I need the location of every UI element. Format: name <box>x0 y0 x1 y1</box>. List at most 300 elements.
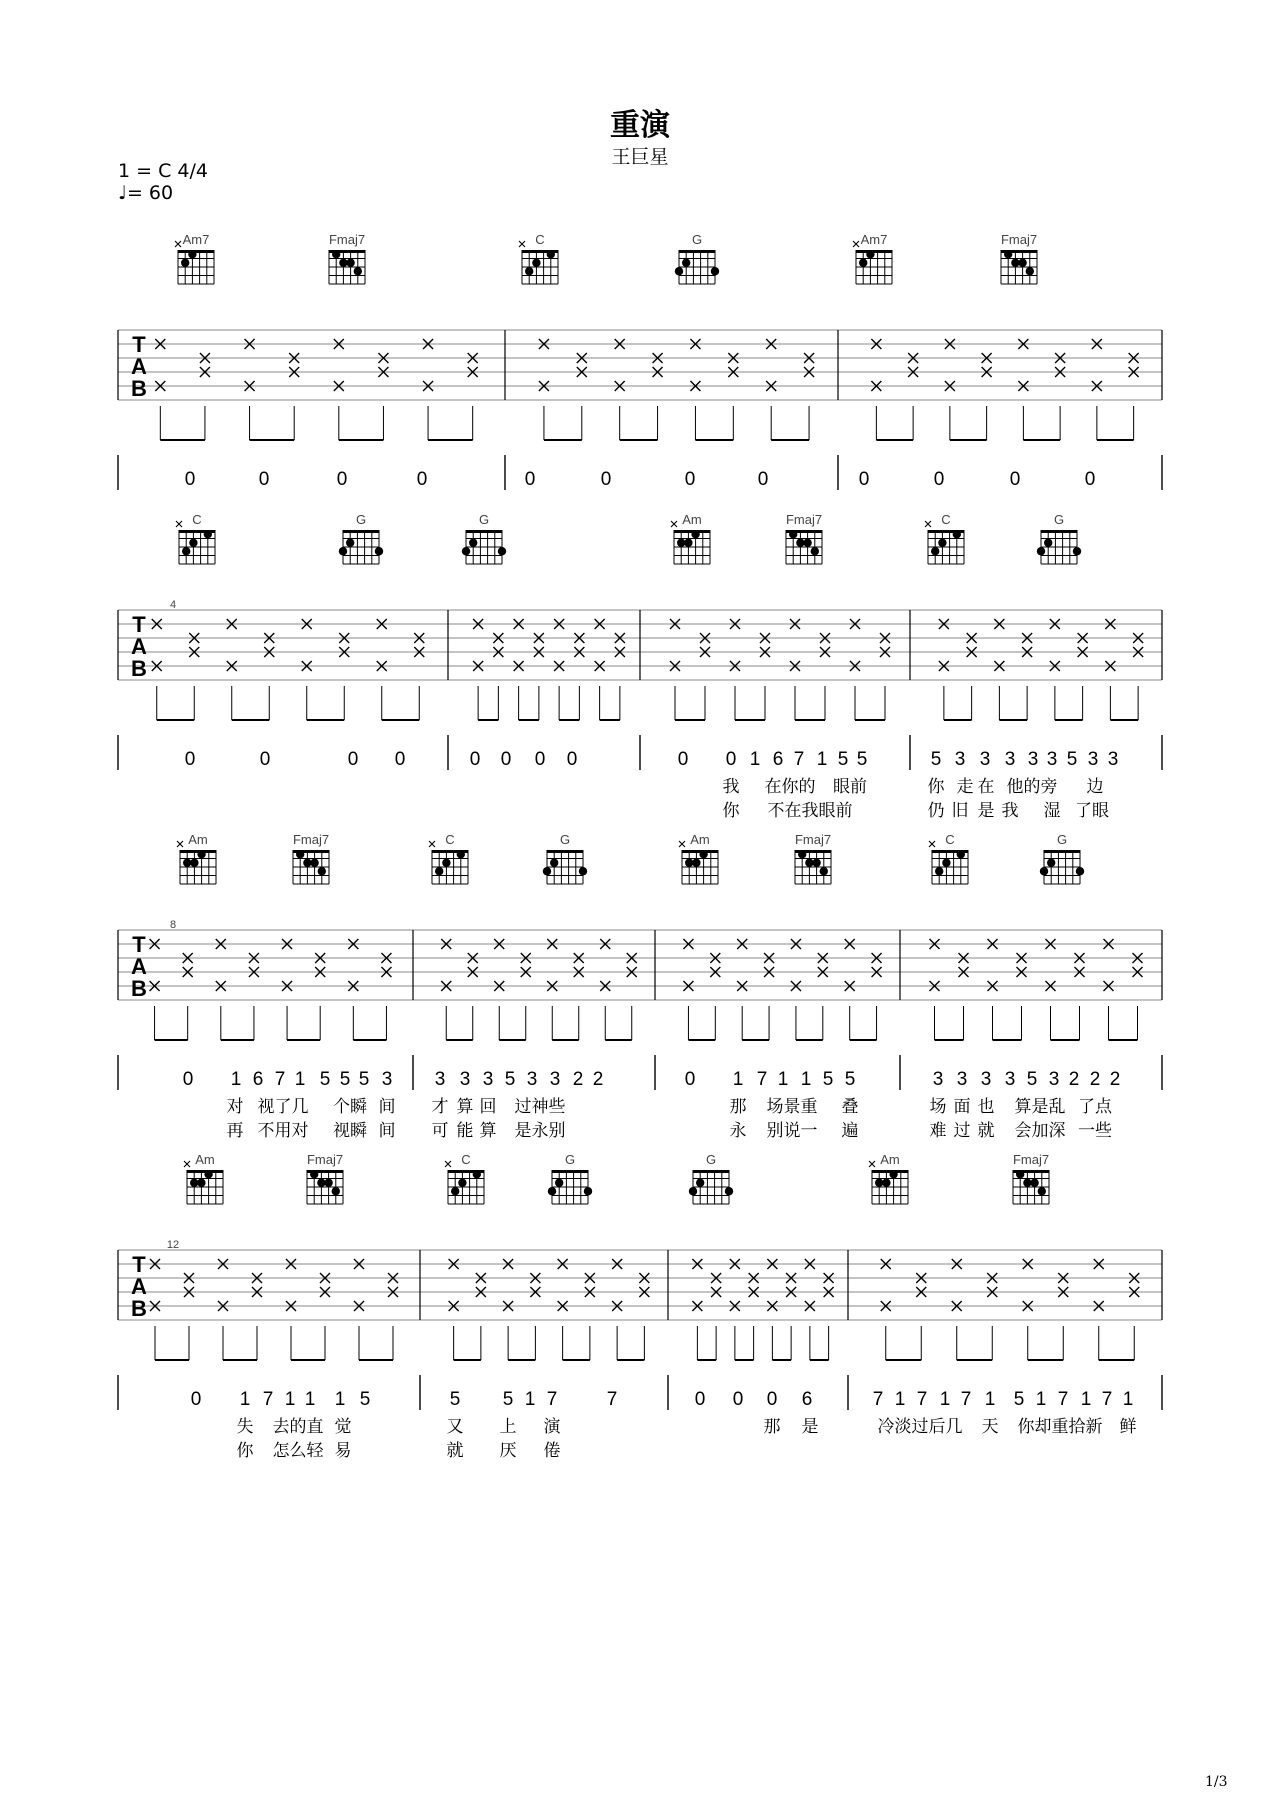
chord-dot <box>346 259 354 267</box>
jianpu-note: 0 <box>190 1389 202 1410</box>
chord-diagram <box>929 832 968 884</box>
chord-dot <box>1023 1179 1031 1187</box>
chord-dot <box>1047 859 1055 867</box>
chord-dot <box>789 530 797 538</box>
chord-nut <box>547 850 583 853</box>
chord-diagram <box>671 512 710 564</box>
jianpu-note: 1 <box>816 749 828 770</box>
lyric-line-2: 倦 <box>543 1441 561 1460</box>
jianpu-note: 1 <box>777 1069 789 1090</box>
chord-dot <box>532 259 540 267</box>
chord-dot <box>935 867 943 875</box>
chord-dot <box>498 547 506 555</box>
jianpu-note: 0 <box>694 1389 706 1410</box>
lyric-line-1: 失 <box>236 1417 254 1436</box>
jianpu-note: 1 <box>334 1389 346 1410</box>
chord-diagram <box>925 512 964 564</box>
chord-diagram <box>307 1152 343 1204</box>
lyric-line-2: 我 <box>1001 801 1019 820</box>
jianpu-note: 0 <box>684 1069 696 1090</box>
chord-dot <box>957 850 965 858</box>
lyric-line-2: 别说一 <box>766 1121 818 1140</box>
jianpu-note: 5 <box>930 749 942 770</box>
jianpu-note: 3 <box>434 1069 446 1090</box>
measure-number: 12 <box>166 1239 180 1251</box>
lyric-line-2: 易 <box>334 1441 352 1460</box>
jianpu-note: 1 <box>984 1389 996 1410</box>
chord-dot <box>1038 1187 1046 1195</box>
chord-name: Fmaj7 <box>785 512 823 527</box>
chord-name: Fmaj7 <box>1000 232 1038 247</box>
jianpu-note: 5 <box>1026 1069 1038 1090</box>
chord-name: G <box>564 1152 576 1167</box>
chord-name: G <box>355 512 367 527</box>
chord-mute-mark <box>853 241 859 247</box>
tab-clef-letter: T <box>132 932 146 957</box>
chord-diagram <box>184 1152 223 1204</box>
chord-mute-mark <box>869 1161 875 1167</box>
jianpu-note: 5 <box>359 1389 371 1410</box>
jianpu-note: 3 <box>526 1069 538 1090</box>
jianpu-note: 7 <box>793 749 805 770</box>
chord-dot <box>866 250 874 258</box>
chord-name: Am <box>195 1152 215 1167</box>
chord-nut <box>1044 850 1080 853</box>
chord-dot <box>1018 259 1026 267</box>
system-3 <box>118 832 1162 1140</box>
jianpu-note: 0 <box>347 749 359 770</box>
chord-diagram <box>1040 832 1084 884</box>
chord-dot <box>711 267 719 275</box>
lyric-line-2: 可 <box>431 1121 449 1140</box>
chord-name: G <box>478 512 490 527</box>
chord-dot <box>183 859 191 867</box>
chord-dot <box>339 259 347 267</box>
tab-clef-letter: A <box>131 354 147 379</box>
jianpu-note: 0 <box>259 749 271 770</box>
lyric-line-1: 场景重 <box>766 1097 818 1116</box>
chord-diagram <box>869 1152 908 1204</box>
chord-dot <box>469 539 477 547</box>
chord-dot <box>204 1170 212 1178</box>
jianpu-note: 0 <box>732 1389 744 1410</box>
chord-dot <box>1011 259 1019 267</box>
jianpu-note: 1 <box>939 1389 951 1410</box>
chord-dot <box>548 1187 556 1195</box>
jianpu-note: 0 <box>677 749 689 770</box>
chord-name: G <box>559 832 571 847</box>
chord-dot <box>812 859 820 867</box>
jianpu-note: 0 <box>1084 469 1096 490</box>
lyric-line-1: 面 <box>953 1097 971 1116</box>
jianpu-note: 0 <box>684 469 696 490</box>
jianpu-note: 0 <box>933 469 945 490</box>
chord-diagram <box>1037 512 1081 564</box>
chord-dot <box>677 539 685 547</box>
lyric-line-1: 又 <box>446 1417 464 1436</box>
lyric-line-2: 是 <box>977 801 995 820</box>
jianpu-note: 1 <box>749 749 761 770</box>
jianpu-note: 5 <box>856 749 868 770</box>
jianpu-note: 1 <box>732 1069 744 1090</box>
jianpu-note: 0 <box>184 469 196 490</box>
chord-dot <box>1004 250 1012 258</box>
lyric-line-2: 是永别 <box>514 1121 566 1140</box>
lyric-line-1: 是 <box>801 1417 819 1436</box>
chord-dot <box>579 867 587 875</box>
chord-dot <box>691 530 699 538</box>
tab-clef-letter: B <box>131 1296 147 1321</box>
chord-dot <box>181 259 189 267</box>
lyric-line-1: 才 <box>431 1097 449 1116</box>
jianpu-note: 0 <box>600 469 612 490</box>
jianpu-note: 5 <box>358 1069 370 1090</box>
lyric-line-1: 对 <box>226 1097 244 1116</box>
chord-dot <box>547 250 555 258</box>
chord-name: C <box>941 512 951 527</box>
lyric-line-1: 间 <box>378 1097 396 1116</box>
chord-dot <box>859 259 867 267</box>
chord-dot <box>1016 1170 1024 1178</box>
chord-nut <box>343 530 379 533</box>
measure-number: 8 <box>169 919 177 931</box>
chord-dot <box>689 1187 697 1195</box>
jianpu-note: 7 <box>1101 1389 1113 1410</box>
lyric-line-1: 他的旁 <box>1006 777 1058 796</box>
chord-dot <box>346 539 354 547</box>
chord-dot <box>182 547 190 555</box>
lyric-line-2: 难 <box>929 1121 947 1140</box>
chord-dot <box>375 547 383 555</box>
jianpu-note: 7 <box>262 1389 274 1410</box>
chord-nut <box>693 1170 729 1173</box>
chord-dot <box>451 1187 459 1195</box>
lyric-line-1: 我 <box>722 777 740 796</box>
chord-dot <box>555 1179 563 1187</box>
lyric-line-1: 那 <box>763 1417 781 1436</box>
jianpu-note: 0 <box>258 469 270 490</box>
jianpu-note: 3 <box>1087 749 1099 770</box>
jianpu-note: 5 <box>844 1069 856 1090</box>
chord-dot <box>803 539 811 547</box>
chord-dot <box>189 539 197 547</box>
jianpu-note: 0 <box>757 469 769 490</box>
jianpu-note: 0 <box>1009 469 1021 490</box>
jianpu-note: 0 <box>184 749 196 770</box>
lyric-line-1: 过神些 <box>514 1097 566 1116</box>
chord-dot <box>550 859 558 867</box>
chord-mute-mark <box>429 841 435 847</box>
chord-diagram <box>786 512 822 564</box>
jianpu-note: 0 <box>394 749 406 770</box>
chord-mute-mark <box>445 1161 451 1167</box>
jianpu-note: 0 <box>469 749 481 770</box>
lyric-line-1: 场 <box>929 1097 947 1116</box>
chord-mute-mark <box>177 841 183 847</box>
jianpu-note: 7 <box>606 1389 618 1410</box>
chord-diagram <box>293 832 329 884</box>
chord-name: C <box>461 1152 471 1167</box>
tab-clef-letter: B <box>131 976 147 1001</box>
chord-name: Am <box>682 512 702 527</box>
jianpu-note: 1 <box>524 1389 536 1410</box>
chord-dot <box>318 867 326 875</box>
chord-name: Am <box>690 832 710 847</box>
lyric-line-1: 觉 <box>334 1417 352 1436</box>
chord-name: Am7 <box>182 232 210 247</box>
lyric-line-1: 在 <box>977 777 995 796</box>
chord-name: Fmaj7 <box>306 1152 344 1167</box>
chord-diagram <box>445 1152 484 1204</box>
jianpu-note: 3 <box>1004 1069 1016 1090</box>
jianpu-note: 5 <box>1066 749 1078 770</box>
lyric-line-1: 算是乱 <box>1014 1097 1066 1116</box>
chord-diagram <box>175 232 214 284</box>
jianpu-note: 0 <box>500 749 512 770</box>
chord-mute-mark <box>175 241 181 247</box>
chord-dot <box>543 867 551 875</box>
chord-diagram <box>675 232 719 284</box>
chord-name: Am <box>188 832 208 847</box>
chord-diagram <box>429 832 468 884</box>
lyric-line-1: 叠 <box>841 1097 859 1116</box>
chord-dot <box>473 1170 481 1178</box>
lyric-line-1: 个瞬 <box>333 1097 367 1116</box>
chord-dot <box>310 859 318 867</box>
lyric-line-1: 在你的 <box>764 777 816 796</box>
jianpu-note: 0 <box>534 749 546 770</box>
chord-dot <box>354 267 362 275</box>
chord-dot <box>1073 547 1081 555</box>
chord-diagram <box>519 232 558 284</box>
tab-clef-letter: T <box>132 1252 146 1277</box>
lyric-line-2: 湿 <box>1043 801 1061 820</box>
chord-name: C <box>535 232 545 247</box>
lyric-line-2: 厌 <box>499 1441 517 1460</box>
jianpu-note: 1 <box>800 1069 812 1090</box>
jianpu-note: 1 <box>304 1389 316 1410</box>
jianpu-note: 0 <box>766 1389 778 1410</box>
jianpu-note: 5 <box>502 1389 514 1410</box>
lyric-line-1: 天 <box>981 1417 999 1436</box>
chord-dot <box>190 859 198 867</box>
jianpu-note: 3 <box>979 749 991 770</box>
jianpu-note: 7 <box>756 1069 768 1090</box>
chord-name: G <box>705 1152 717 1167</box>
lyric-line-1: 那 <box>729 1097 747 1116</box>
song-title: 重演 <box>610 108 670 143</box>
jianpu-note: 2 <box>572 1069 584 1090</box>
jianpu-note: 7 <box>916 1389 928 1410</box>
chord-diagram <box>543 832 587 884</box>
jianpu-note: 3 <box>932 1069 944 1090</box>
jianpu-note: 5 <box>822 1069 834 1090</box>
lyric-line-1: 你 <box>927 777 945 796</box>
jianpu-note: 0 <box>336 469 348 490</box>
chord-dot <box>1026 267 1034 275</box>
jianpu-note: 3 <box>1046 749 1058 770</box>
lyric-line-1: 去的直 <box>272 1417 324 1436</box>
chord-nut <box>552 1170 588 1173</box>
lyric-line-1: 算 <box>456 1097 474 1116</box>
chord-dot <box>938 539 946 547</box>
jianpu-note: 3 <box>381 1069 393 1090</box>
jianpu-note: 6 <box>772 749 784 770</box>
chord-name: C <box>192 512 202 527</box>
chord-dot <box>682 259 690 267</box>
chord-diagram <box>853 232 892 284</box>
jianpu-note: 3 <box>954 749 966 770</box>
tempo-marking: ♩= 60 <box>118 182 174 204</box>
chord-dot <box>442 859 450 867</box>
jianpu-note: 5 <box>449 1389 461 1410</box>
jianpu-note: 5 <box>837 749 849 770</box>
chord-name: G <box>691 232 703 247</box>
lyric-line-2: 再 <box>226 1121 244 1140</box>
chord-mute-mark <box>925 521 931 527</box>
chord-dot <box>699 850 707 858</box>
lyric-line-2: 就 <box>977 1121 995 1140</box>
jianpu-note: 3 <box>549 1069 561 1090</box>
jianpu-note: 3 <box>980 1069 992 1090</box>
chord-dot <box>197 850 205 858</box>
lyric-line-1: 视了几 <box>257 1097 309 1116</box>
tab-clef-letter: A <box>131 954 147 979</box>
chord-dot <box>584 1187 592 1195</box>
chord-dot <box>675 267 683 275</box>
lyric-line-1: 边 <box>1086 777 1104 796</box>
chord-name: Fmaj7 <box>292 832 330 847</box>
jianpu-note: 0 <box>524 469 536 490</box>
chord-dot <box>462 547 470 555</box>
chord-dot <box>725 1187 733 1195</box>
chord-dot <box>435 867 443 875</box>
lyric-line-1: 冷淡过后几 <box>877 1417 963 1436</box>
jianpu-note: 1 <box>284 1389 296 1410</box>
chord-dot <box>204 530 212 538</box>
jianpu-note: 5 <box>319 1069 331 1090</box>
jianpu-note: 0 <box>416 469 428 490</box>
lyric-line-1: 你却重拾新 <box>1017 1417 1103 1436</box>
jianpu-note: 5 <box>504 1069 516 1090</box>
lyric-line-2: 一些 <box>1078 1121 1112 1140</box>
chord-dot <box>1037 547 1045 555</box>
chord-dot <box>811 547 819 555</box>
tab-clef-letter: A <box>131 634 147 659</box>
lyric-line-2: 间 <box>378 1121 396 1140</box>
chord-name: C <box>945 832 955 847</box>
jianpu-note: 2 <box>1068 1069 1080 1090</box>
chord-nut <box>1041 530 1077 533</box>
jianpu-note: 2 <box>1109 1069 1121 1090</box>
lyric-line-2: 你 <box>236 1441 254 1460</box>
chord-dot <box>820 867 828 875</box>
jianpu-note: 1 <box>239 1389 251 1410</box>
jianpu-note: 7 <box>960 1389 972 1410</box>
chord-dot <box>875 1179 883 1187</box>
system-2 <box>118 512 1162 820</box>
jianpu-note: 6 <box>252 1069 264 1090</box>
chord-dot <box>798 850 806 858</box>
chord-diagram <box>176 512 215 564</box>
lyric-line-2: 过 <box>953 1121 971 1140</box>
chord-dot <box>1030 1179 1038 1187</box>
chord-diagram <box>462 512 506 564</box>
lyric-line-1: 了点 <box>1078 1097 1112 1116</box>
chord-name: Fmaj7 <box>328 232 366 247</box>
chord-diagram <box>689 1152 733 1204</box>
system-1 <box>118 232 1162 490</box>
chord-dot <box>692 859 700 867</box>
lyric-line-2: 能 <box>456 1121 474 1140</box>
jianpu-note: 0 <box>182 1069 194 1090</box>
chord-dot <box>190 1179 198 1187</box>
jianpu-note: 3 <box>956 1069 968 1090</box>
jianpu-note: 3 <box>1107 749 1119 770</box>
chord-diagram <box>329 232 365 284</box>
tab-clef-letter: T <box>132 612 146 637</box>
chord-dot <box>1076 867 1084 875</box>
jianpu-note: 3 <box>1027 749 1039 770</box>
chord-name: G <box>1053 512 1065 527</box>
chord-diagram <box>795 832 831 884</box>
jianpu-note: 1 <box>1035 1389 1047 1410</box>
jianpu-note: 0 <box>858 469 870 490</box>
jianpu-note: 1 <box>230 1069 242 1090</box>
lyric-line-2: 会加深 <box>1014 1121 1066 1140</box>
lyric-line-2: 视瞬 <box>333 1121 367 1140</box>
page-number: 1/3 <box>1205 1774 1228 1790</box>
chord-mute-mark <box>184 1161 190 1167</box>
chord-dot <box>696 1179 704 1187</box>
chord-dot <box>889 1170 897 1178</box>
lyric-line-1: 回 <box>479 1097 497 1116</box>
chord-dot <box>942 859 950 867</box>
jianpu-note: 0 <box>725 749 737 770</box>
chord-mute-mark <box>671 521 677 527</box>
lyric-line-1: 走 <box>956 777 974 796</box>
chord-dot <box>882 1179 890 1187</box>
lyric-line-2: 了眼 <box>1075 801 1109 820</box>
chord-mute-mark <box>679 841 685 847</box>
lyric-line-1: 鲜 <box>1119 1417 1137 1436</box>
lyric-line-2: 算 <box>479 1121 497 1140</box>
jianpu-note: 7 <box>546 1389 558 1410</box>
lyric-line-1: 演 <box>543 1417 561 1436</box>
lyric-line-2: 就 <box>446 1441 464 1460</box>
chord-dot <box>1040 867 1048 875</box>
chord-dot <box>317 1179 325 1187</box>
chord-dot <box>685 859 693 867</box>
jianpu-note: 7 <box>274 1069 286 1090</box>
jianpu-note: 3 <box>459 1069 471 1090</box>
chord-dot <box>457 850 465 858</box>
chord-diagram <box>1001 232 1037 284</box>
lyric-line-1: 也 <box>977 1097 995 1116</box>
system-4 <box>118 1152 1162 1460</box>
song-artist: 王巨星 <box>611 146 669 168</box>
lyric-line-1: 上 <box>499 1417 517 1436</box>
lyric-line-2: 旧 <box>951 801 969 820</box>
chord-diagram <box>548 1152 592 1204</box>
jianpu-note: 0 <box>566 749 578 770</box>
jianpu-note: 5 <box>1013 1389 1025 1410</box>
chord-dot <box>310 1170 318 1178</box>
jianpu-note: 3 <box>1048 1069 1060 1090</box>
jianpu-note: 1 <box>1080 1389 1092 1410</box>
chord-mute-mark <box>519 241 525 247</box>
lyric-line-2: 遍 <box>841 1121 859 1140</box>
